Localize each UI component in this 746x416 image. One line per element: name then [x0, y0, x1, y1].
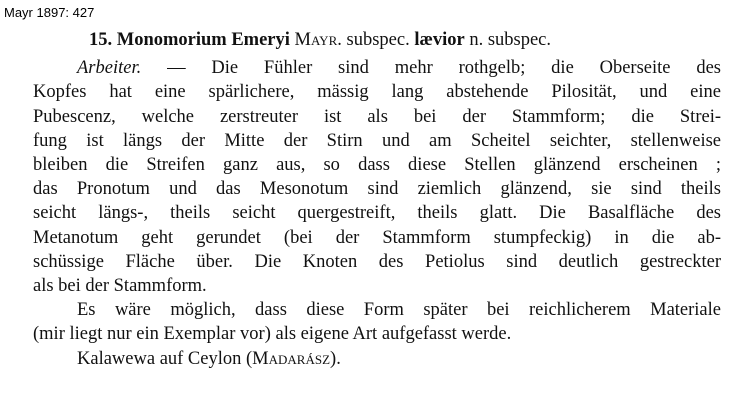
- text-line: fung ist längs der Mitte der Stirn und am Scheitel seichter, stellenweise: [33, 130, 721, 151]
- taxon-rank: subspec.: [346, 30, 410, 50]
- text-line: Arbeiter. — Die Fühler sind mehr rothgelb; die Oberseite des: [77, 58, 721, 79]
- text-line: das Pronotum und das Mesonotum sind ziemlich glänzend, sie sind theils: [33, 179, 721, 200]
- taxon-name: Monomorium Emeryi: [116, 30, 290, 50]
- text-line: Es wäre möglich, dass diese Form später bei reichlicherem Materiale: [77, 300, 721, 321]
- caste-label: Arbeiter.: [77, 58, 142, 79]
- locality-paragraph: [33, 347, 721, 371]
- text-line: bleiben die Streifen ganz aus, so dass diese Stellen glänzend erscheinen ;: [33, 155, 721, 176]
- text-line: Pubescenz, welche zerstreuter ist als bei der Stammform; die Strei-: [33, 106, 721, 127]
- locality-line: Kalawewa auf Ceylon (Madarász).: [77, 348, 341, 369]
- remark-paragraph: [33, 298, 721, 346]
- text-line: Kopfes hat eine spärlichere, mässig lang abstehende Pilosität, und eine: [33, 82, 721, 103]
- collector-name: Madarász: [252, 348, 331, 369]
- citation-label: Mayr 1897: 427: [4, 5, 95, 20]
- taxon-number: 15.: [89, 30, 113, 50]
- taxon-rank-2: subspec.: [487, 30, 552, 50]
- document-page: [33, 28, 721, 371]
- description-body: [33, 56, 721, 371]
- text-line: (mir liegt nur ein Exemplar vor) als eigene Art aufgefasst werde.: [33, 324, 512, 345]
- new-marker: n.: [469, 30, 484, 50]
- text-line: Metanotum geht gerundet (bei der Stammform stumpfeckig) in die ab-: [33, 227, 721, 248]
- subspecies-name: lævior: [414, 30, 465, 50]
- worker-description: [33, 56, 721, 298]
- text-line: als bei der Stammform.: [33, 276, 207, 297]
- taxon-author: Mayr.: [294, 30, 342, 50]
- taxon-heading: [33, 28, 721, 52]
- text-line: schüssige Fläche über. Die Knoten des Petiolus sind deutlich gestreckter: [33, 251, 721, 272]
- text-line: seicht längs-, theils seicht quergestreift, theils glatt. Die Basalfläche des: [33, 203, 721, 224]
